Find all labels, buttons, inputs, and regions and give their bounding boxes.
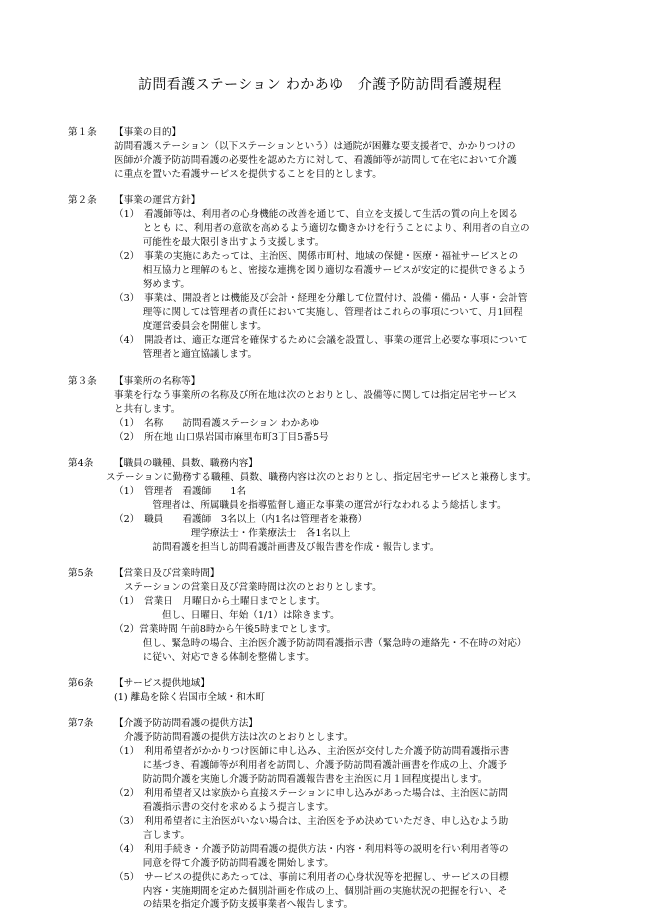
article-line: 事業を行なう事業所の名称及び所在地は次のとおりとし、設備等に関しては指定居宅サービス (114, 390, 517, 401)
article-number: 第３条 (68, 376, 97, 387)
article-line: に基づき、看護師等が利用者を訪問し、介護予防訪問看護計画書を作成の上、介護予 (114, 760, 507, 771)
article-number: 第4条 (68, 458, 94, 469)
article-line: 防訪問介護を実施し介護予防訪問看護報告書を主治医に月１回程度提出します。 (114, 774, 488, 785)
article-line: （1） 営業日 月曜日から土曜日までとします。 (114, 596, 326, 607)
article-heading: 【職員の職種、員数、職務内容】 (114, 458, 258, 469)
article-line: 可能性を最大限引き出すよう支援します。 (114, 237, 325, 248)
article-line: 度運営委員会を開催します。 (114, 321, 267, 332)
article-line: （1） 看護師等は、利用者の心身機能の改善を通じて、自立を支援して生活の質の向上を図る (114, 209, 519, 220)
article-number: 第１条 (68, 127, 97, 138)
article-line: 但し、緊急時の場合、主治医介護予防訪問看護指示書（緊急時の連絡先・不在時の対応） (114, 638, 527, 649)
article-line: 管理者は、所属職員を指導監督し適正な事業の運営が行なわれるよう総括します。 (114, 500, 507, 511)
article-line: 医師が介護予防訪問看護の必要性を認めた方に対して、看護師等が訪問して在宅において介護 (114, 155, 517, 166)
article-heading: 【介護予防訪問看護の提供方法】 (114, 718, 258, 729)
article-heading: 【営業日及び営業時間】 (114, 568, 220, 579)
article-number: 第7条 (68, 718, 94, 729)
article-line: 同意を得て介護予防訪問看護を開始します。 (114, 858, 334, 869)
article-line: 努めます。 (114, 279, 190, 290)
article-line: ステーションの営業日及び営業時間は次のとおりとします。 (124, 582, 382, 593)
article-line: （2）営業時間 午前8時から午後5時までとします。 (114, 624, 337, 635)
article-line: 理学療法士・作業療法士 各1名以上 (114, 528, 351, 539)
article-line: （4） 利用手続き・介護予防訪問看護の提供方法・内容・利用料等の説明を行い利用者等の (114, 844, 509, 855)
article-line: 訪問看護を担当し訪問看護計画書及び報告書を作成・報告します。 (114, 542, 440, 553)
article-line: （2） 事業の実施にあたっては、主治医、関係市町村、地域の保健・医療・福祉サービスとの (114, 251, 519, 262)
article-line: 理等に関しては管理者の責任において実施し、管理者はこれらの事項について、月1回程 (114, 307, 523, 318)
article-heading: 【事業所の名称等】 (114, 376, 201, 387)
article-heading: 【事業の目的】 (114, 127, 182, 138)
article-line: 但し、日曜日、年始（1/1）は除きます。 (114, 610, 340, 621)
article-line: (1) 離島を除く岩国市全域・和木町 (114, 692, 265, 703)
article-line: の結果を指定介護予防支援事業者へ報告します。 (114, 899, 354, 910)
article-line: （2） 職員 看護師 3名以上（内1名は管理者を兼務） (114, 514, 368, 525)
article-line: に重点を置いた看護サービスを提供することを目的とします。 (114, 169, 382, 180)
article-number: 第5条 (68, 568, 94, 579)
article-line: に従い、対応できる体制を整備します。 (114, 652, 315, 663)
article-heading: 【サービス提供地域】 (114, 678, 210, 689)
document-title: 訪問看護ステーション わかあゆ 介護予防訪問看護規程 (138, 77, 502, 93)
article-line: （4） 開設者は、適正な運営を確保するために会議を設置し、事業の運営上必要な事項について (114, 335, 528, 346)
article-line: （3） 事業は、開設者とは機能及び会計・経理を分離して位置付け、設備・備品・人事・会計管 (114, 293, 528, 304)
article-number: 第6条 (68, 678, 94, 689)
article-line: ステーションに勤務する職種、員数、職務内容は次のとおりとし、指定居宅サービスと兼務します。 (106, 472, 537, 483)
article-line: 看護指示書の交付を求めるよう提言します。 (114, 802, 334, 813)
article-line: （2） 利用希望者又は家族から直接ステーションに申し込みがあった場合は、主治医に訪問 (114, 788, 508, 799)
article-line: （3） 利用希望者に主治医がいない場合は、主治医を予め決めていただき、申し込むよう助 (114, 816, 509, 827)
article-line: 言します。 (114, 830, 190, 841)
article-line: 介護予防訪問看護の提供方法は次のとおりとします。 (124, 732, 354, 743)
article-line: 相互協力と理解のもと、密接な連携を図り適切な看護サービスが安定的に提供できるよう (114, 265, 527, 276)
article-line: （5） サービスの提供にあたっては、事前に利用者の心身状況等を把握し、サービスの目標 (114, 872, 509, 883)
article-line: ととも に、利用者の意欲を高めるよう適切な働きかけを行うことにより、利用者の自立の (114, 223, 530, 234)
article-line: と共有します。 (114, 404, 181, 415)
article-number: 第２条 (68, 195, 97, 206)
article-heading: 【事業の運営方針】 (114, 195, 201, 206)
article-line: 管理者と適宜協議します。 (114, 349, 258, 360)
article-line: 訪問看護ステーション（以下ステーションという）は通院が困難な要支援者で、かかりつけの (114, 141, 516, 152)
article-line: （1） 名称 訪問看護ステーション わかあゆ (114, 418, 320, 429)
article-line: （1） 管理者 看護師 1名 (114, 486, 247, 497)
article-line: （1） 利用希望者がかかりつけ医師に申し込み、主治医が交付した介護予防訪問看護指示書 (114, 746, 510, 757)
article-line: 内容・実施期間を定めた個別計画を作成の上、個別計画の実施状況の把握を行い、そ (114, 886, 508, 897)
article-line: （2） 所在地 山口県岩国市麻里布町3丁目5番5号 (114, 432, 329, 443)
